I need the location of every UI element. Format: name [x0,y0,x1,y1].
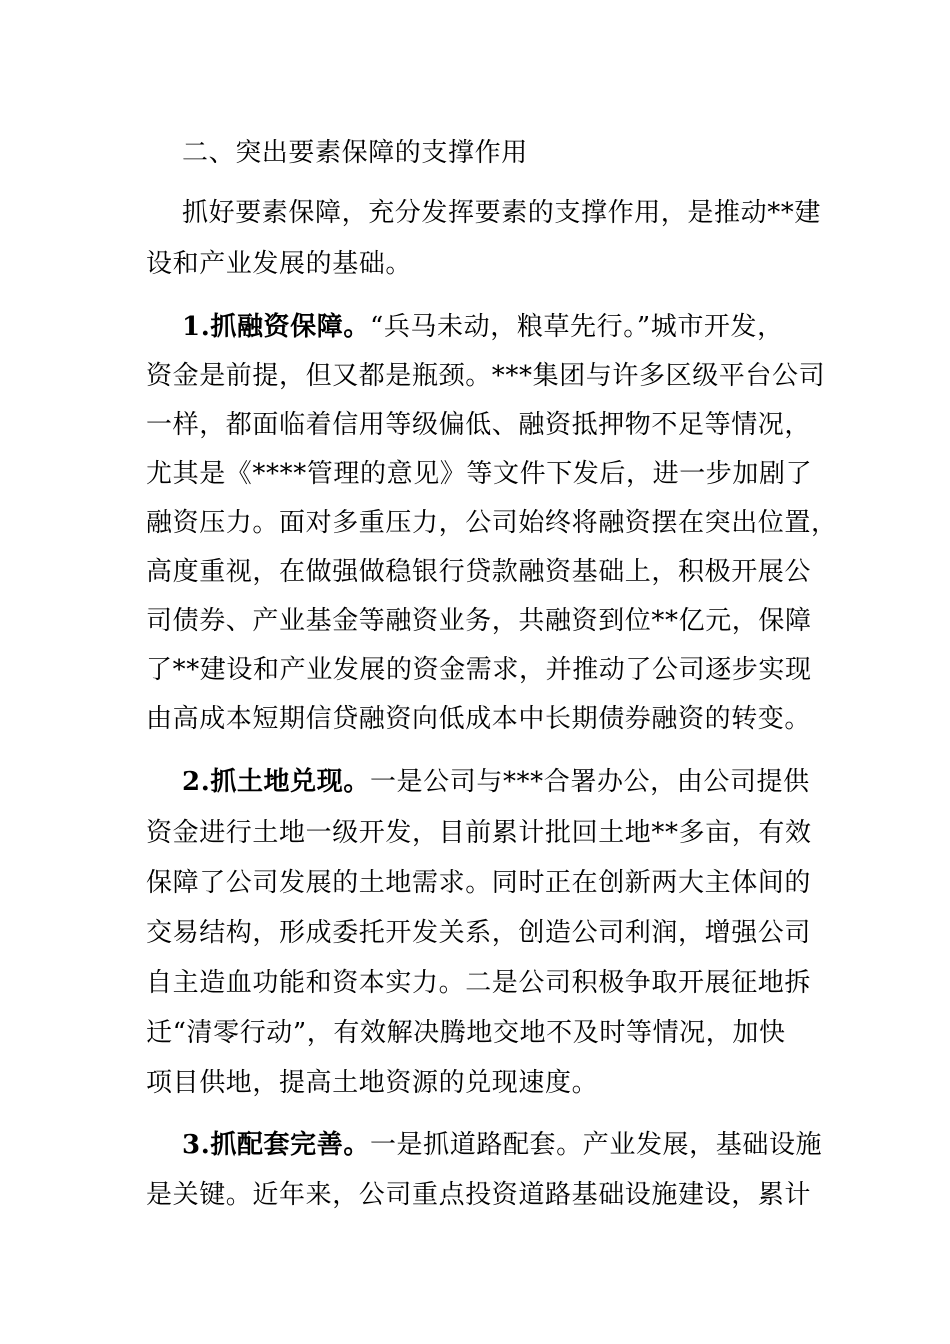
section-heading: 二、突出要素保障的支撑作用 [182,138,528,168]
section-2-line: 交易结构，形成委托开发关系，创造公司利润，增强公司 [146,918,812,948]
section-2-line: 保障了公司发展的土地需求。同时正在创新两大主体间的 [146,868,812,898]
section-1-line: 了**建设和产业发展的资金需求，并推动了公司逐步实现 [146,655,812,685]
section-1-line: 高度重视，在做强做稳银行贷款融资基础上，积极开展公 [146,557,812,587]
section-1-title: 1.抓融资保障。 [182,312,370,342]
intro-line-2: 设和产业发展的基础。 [146,249,413,279]
section-2-first-line [182,767,810,797]
section-2-line: 项目供地，提高土地资源的兑现速度。 [146,1068,599,1098]
section-1-line: 司债券、产业基金等融资业务，共融资到位**亿元，保障 [146,606,812,636]
section-1-first-line-text: “兵马未动，粮草先行。”城市开发， [369,312,784,342]
intro-line-1: 抓好要素保障，充分发挥要素的支撑作用，是推动**建 [182,198,822,228]
section-1-line: 由高成本短期信贷融资向低成本中长期债券融资的转变。 [146,704,812,734]
section-2-line: 迁“清零行动”，有效解决腾地交地不及时等情况，加快 [146,1018,786,1048]
section-1-first-line [182,312,784,342]
section-3-title: 3.抓配套完善。 [182,1130,370,1160]
section-1-line: 融资压力。面对多重压力，公司始终将融资摆在突出位置， [146,508,838,538]
section-1-line: 一样，都面临着信用等级偏低、融资抵押物不足等情况， [146,410,812,440]
section-1-line: 尤其是《****管理的意见》等文件下发后，进一步加剧了 [146,459,813,489]
section-2-first-line-text: 一是公司与***合署办公，由公司提供 [369,767,810,797]
section-3-first-line-text: 一是抓道路配套。产业发展，基础设施 [369,1130,823,1160]
section-1-line: 资金是前提，但又都是瓶颈。***集团与许多区级平台公司 [146,361,826,391]
section-3-line: 是关键。近年来，公司重点投资道路基础设施建设，累计 [146,1180,812,1210]
section-2-line: 资金进行土地一级开发，目前累计批回土地**多亩，有效 [146,818,812,848]
section-2-line: 自主造血功能和资本实力。二是公司积极争取开展征地拆 [146,968,812,998]
section-2-title: 2.抓土地兑现。 [182,767,370,797]
section-3-first-line [182,1130,822,1160]
